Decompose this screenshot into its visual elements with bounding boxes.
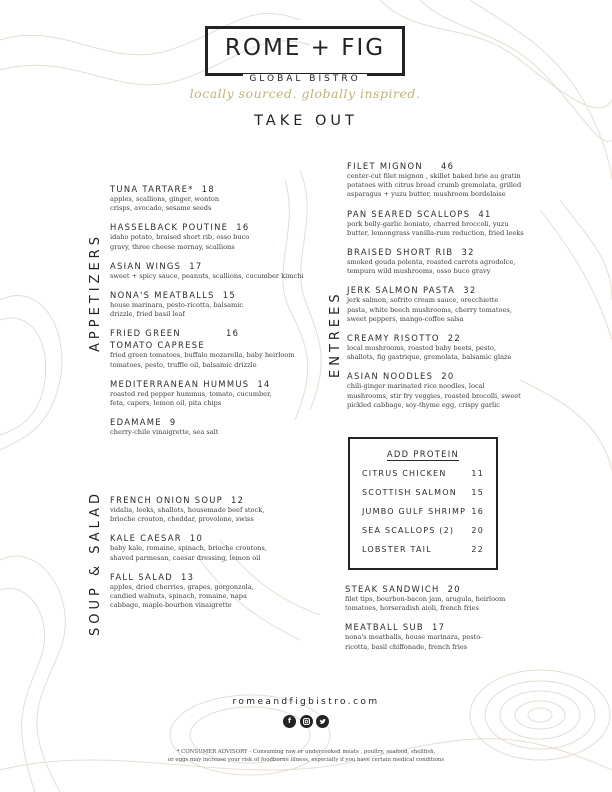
menu-item <box>110 289 310 319</box>
item-desc: candied walnuts, spinach, romaine, napa <box>110 592 247 601</box>
item-desc: cabbage, maple-bourbon vinaigrette <box>110 601 232 610</box>
protein-price: 20 <box>471 526 484 535</box>
item-desc: apples, scallions, ginger, wonton <box>110 195 220 203</box>
menu-item <box>110 221 310 251</box>
protein-row <box>362 507 484 526</box>
item-name: FILET MIGNON <box>347 161 423 171</box>
item-price: 14 <box>257 378 271 389</box>
item-desc: ricotta, basil chiffonade, french fries <box>345 642 468 651</box>
sandwiches-list <box>345 583 545 660</box>
tagline: locally sourced. globally inspired. <box>189 86 421 101</box>
add-protein-title: ADD PROTEIN <box>386 449 460 459</box>
item-name: ASIAN WINGS <box>110 260 182 271</box>
menu-item <box>110 327 310 369</box>
item-name-line2: TOMATO CAPRESE <box>110 340 205 351</box>
item-name: PAN SEARED SCALLOPS <box>347 208 471 219</box>
protein-name: LOBSTER TAIL <box>362 545 432 554</box>
menu-item <box>347 160 547 200</box>
item-price: 15 <box>222 290 237 301</box>
menu-item <box>110 494 310 524</box>
menu-item <box>347 370 547 410</box>
item-desc: shallots, fig gastrique, gremolata, balsamic glaze <box>347 353 512 362</box>
item-desc: asparagus + yuzu butter, mushroom bordelaise <box>347 190 506 199</box>
item-desc: vidalia, leeks, shallots, housemade beef stock, <box>110 506 265 514</box>
logo-name: ROME + FIG <box>224 35 386 61</box>
item-desc: shaved parmesan, caesar dressing, lemon oil <box>110 553 261 562</box>
item-desc: fried green tomatoes, buffalo mozarella, baby heirloom <box>110 351 295 360</box>
item-name: KALE CAESAR <box>110 533 182 544</box>
item-price: 22 <box>447 333 462 344</box>
add-protein-box <box>348 437 498 570</box>
item-desc: center-cut filet mignon , skillet baked brie au gratin <box>347 172 521 180</box>
entrees-list <box>347 160 547 418</box>
menu-item <box>110 260 310 281</box>
item-name: TUNA TARTARE* <box>110 184 194 194</box>
item-desc: feta, capers, lemon oil, pita chips <box>110 399 222 408</box>
menu-item <box>347 208 547 238</box>
item-desc: pasta, white beech mushrooms, cherry tomatoes, <box>347 305 512 314</box>
item-price: 20 <box>447 584 461 594</box>
item-name: HASSELBACK POUTINE <box>110 222 229 233</box>
item-desc: apples, dried cherries, grapes, gorgonzola, <box>110 582 254 591</box>
instagram-icon[interactable] <box>300 715 313 728</box>
social-links <box>283 715 329 729</box>
item-name: STEAK SANDWICH <box>345 584 440 594</box>
menu-item <box>110 378 310 408</box>
protein-name: JUMBO GULF SHRIMP <box>362 507 467 516</box>
item-desc: sweet peppers, mango-coffee salsa <box>347 314 464 323</box>
item-price: 17 <box>189 260 203 271</box>
item-desc: house marinara, pesto-ricotta, balsamic <box>110 301 244 310</box>
protein-row <box>362 488 484 507</box>
menu-item <box>347 284 547 324</box>
item-name: FRIED GREEN <box>110 328 181 339</box>
menu-item <box>347 246 547 276</box>
item-name: CREAMY RISOTTO <box>347 333 440 344</box>
appetizers-list <box>110 183 310 445</box>
logo-subtitle: GLOBAL BISTRO <box>243 74 366 84</box>
protein-name: SEA SCALLOPS (2) <box>362 526 455 535</box>
item-desc: roasted red pepper hummus, tomato, cucumber, <box>110 389 272 398</box>
menu-item <box>347 332 547 362</box>
item-price: 9 <box>169 417 177 428</box>
item-desc: jerk salmon, sofrito cream sauce, orecchiette <box>347 296 499 305</box>
item-price: 10 <box>189 533 204 544</box>
protein-row <box>362 469 484 488</box>
item-desc: butter, lemongrass vanilla-rum reduction, fried leeks <box>347 228 524 237</box>
consumer-advisory <box>120 748 492 764</box>
item-desc: idaho potato, braised short rib, osso buco <box>110 233 250 242</box>
item-desc: tomatoes, pesto, truffle oil, balsamic drizzle <box>110 360 257 369</box>
item-desc: pork belly-garlic boniato, charred broccoli, yuzu <box>347 219 509 228</box>
item-name: JERK SALMON PASTA <box>347 285 456 296</box>
item-desc: smoked gouda polenta, roasted carrots agrodolce, <box>347 258 516 267</box>
item-desc: local mushrooms, roasted baby beets, pesto, <box>347 344 496 353</box>
item-name: NONA'S MEATBALLS <box>110 290 215 301</box>
item-desc: pickled cabbage, soy-thyme egg, crispy garlic <box>347 400 500 409</box>
item-desc: mushrooms, stir fry veggies, roasted brocolli, sweet <box>347 391 521 400</box>
item-price: 41 <box>478 208 492 219</box>
protein-row <box>362 526 484 545</box>
protein-name: CITRUS CHICKEN <box>362 469 447 478</box>
section-heading-soup-salad: SOUP & SALAD <box>88 489 103 636</box>
advisory-line: or eggs may increase your risk of foodborne illness, especially if you have certain medical conditions <box>167 757 445 763</box>
item-price: 46 <box>440 161 455 171</box>
item-name: EDAMAME <box>110 417 162 428</box>
item-desc: potatoes with citrus bread crumb gremolata, grilled <box>347 181 522 190</box>
item-desc: cherry-chile vinaigrette, sea salt <box>110 428 219 437</box>
menu-item <box>110 416 310 437</box>
menu-item <box>345 583 545 613</box>
logo-subtitle-wrap <box>205 66 405 85</box>
protein-price: 11 <box>471 469 484 478</box>
item-desc: filet tips, bourbon-bacon jam, arugula, heirloom <box>345 595 506 603</box>
item-desc: brioche crouton, cheddar, provolone, swiss <box>110 515 254 524</box>
menu-item <box>110 183 310 213</box>
item-name: MEDITERRANEAN HUMMUS <box>110 378 250 389</box>
protein-price: 16 <box>471 507 484 516</box>
item-price: 12 <box>231 495 245 505</box>
item-desc: gravy, three cheese mornay, scallions <box>110 242 235 251</box>
item-price: 16 <box>236 222 250 233</box>
item-desc: baby kale, romaine, spinach, brioche croutons, <box>110 544 267 553</box>
item-name: BRAISED SHORT RIB <box>347 247 454 258</box>
item-desc: drizzle, fried basil leaf <box>110 310 185 319</box>
twitter-icon[interactable] <box>316 715 329 728</box>
facebook-icon[interactable]: f <box>283 715 296 728</box>
soup-salad-list <box>110 494 310 618</box>
item-price: 13 <box>181 571 195 582</box>
item-desc: tempura wild mushrooms, osso buco gravy <box>347 267 491 276</box>
item-name: MEATBALL SUB <box>345 622 424 633</box>
item-price: 16 <box>225 328 240 339</box>
item-price: 20 <box>441 371 455 382</box>
item-price: 17 <box>431 622 446 633</box>
item-desc: tomatoes, horseradish aioli, french fries <box>345 604 479 613</box>
item-price: 32 <box>463 285 477 296</box>
protein-row <box>362 545 484 564</box>
item-desc: sweet + spicy sauce, peanuts, scallions, cucumber kimchi <box>110 271 304 280</box>
item-desc: nona's meatballs, house marinara, pesto- <box>345 633 483 642</box>
menu-item <box>345 621 545 651</box>
add-protein-list <box>362 469 484 564</box>
item-name: ASIAN NOODLES <box>347 371 434 382</box>
protein-name: SCOTTISH SALMON <box>362 488 457 497</box>
advisory-line: * CONSUMER ADVISORY - Consuming raw or undercooked meats , poultry, seafood, shellfish, <box>176 749 436 755</box>
page-title: TAKE OUT <box>254 113 358 129</box>
protein-price: 22 <box>471 545 484 554</box>
item-desc: chili-ginger marinated rice noodles, local <box>347 382 485 391</box>
item-price: 32 <box>461 247 475 258</box>
item-name: FALL SALAD <box>110 571 174 582</box>
menu-item <box>110 571 310 611</box>
section-heading-entrees: ENTREES <box>328 290 343 378</box>
item-name: FRENCH ONION SOUP <box>110 495 224 505</box>
protein-price: 15 <box>471 488 484 497</box>
section-heading-appetizers: APPETIZERS <box>88 233 103 352</box>
item-desc: crisps, avocado, sesame seeds <box>110 204 212 213</box>
website-link[interactable]: romeandfigbistro.com <box>232 697 380 707</box>
item-price: 18 <box>201 184 215 194</box>
menu-item <box>110 532 310 562</box>
